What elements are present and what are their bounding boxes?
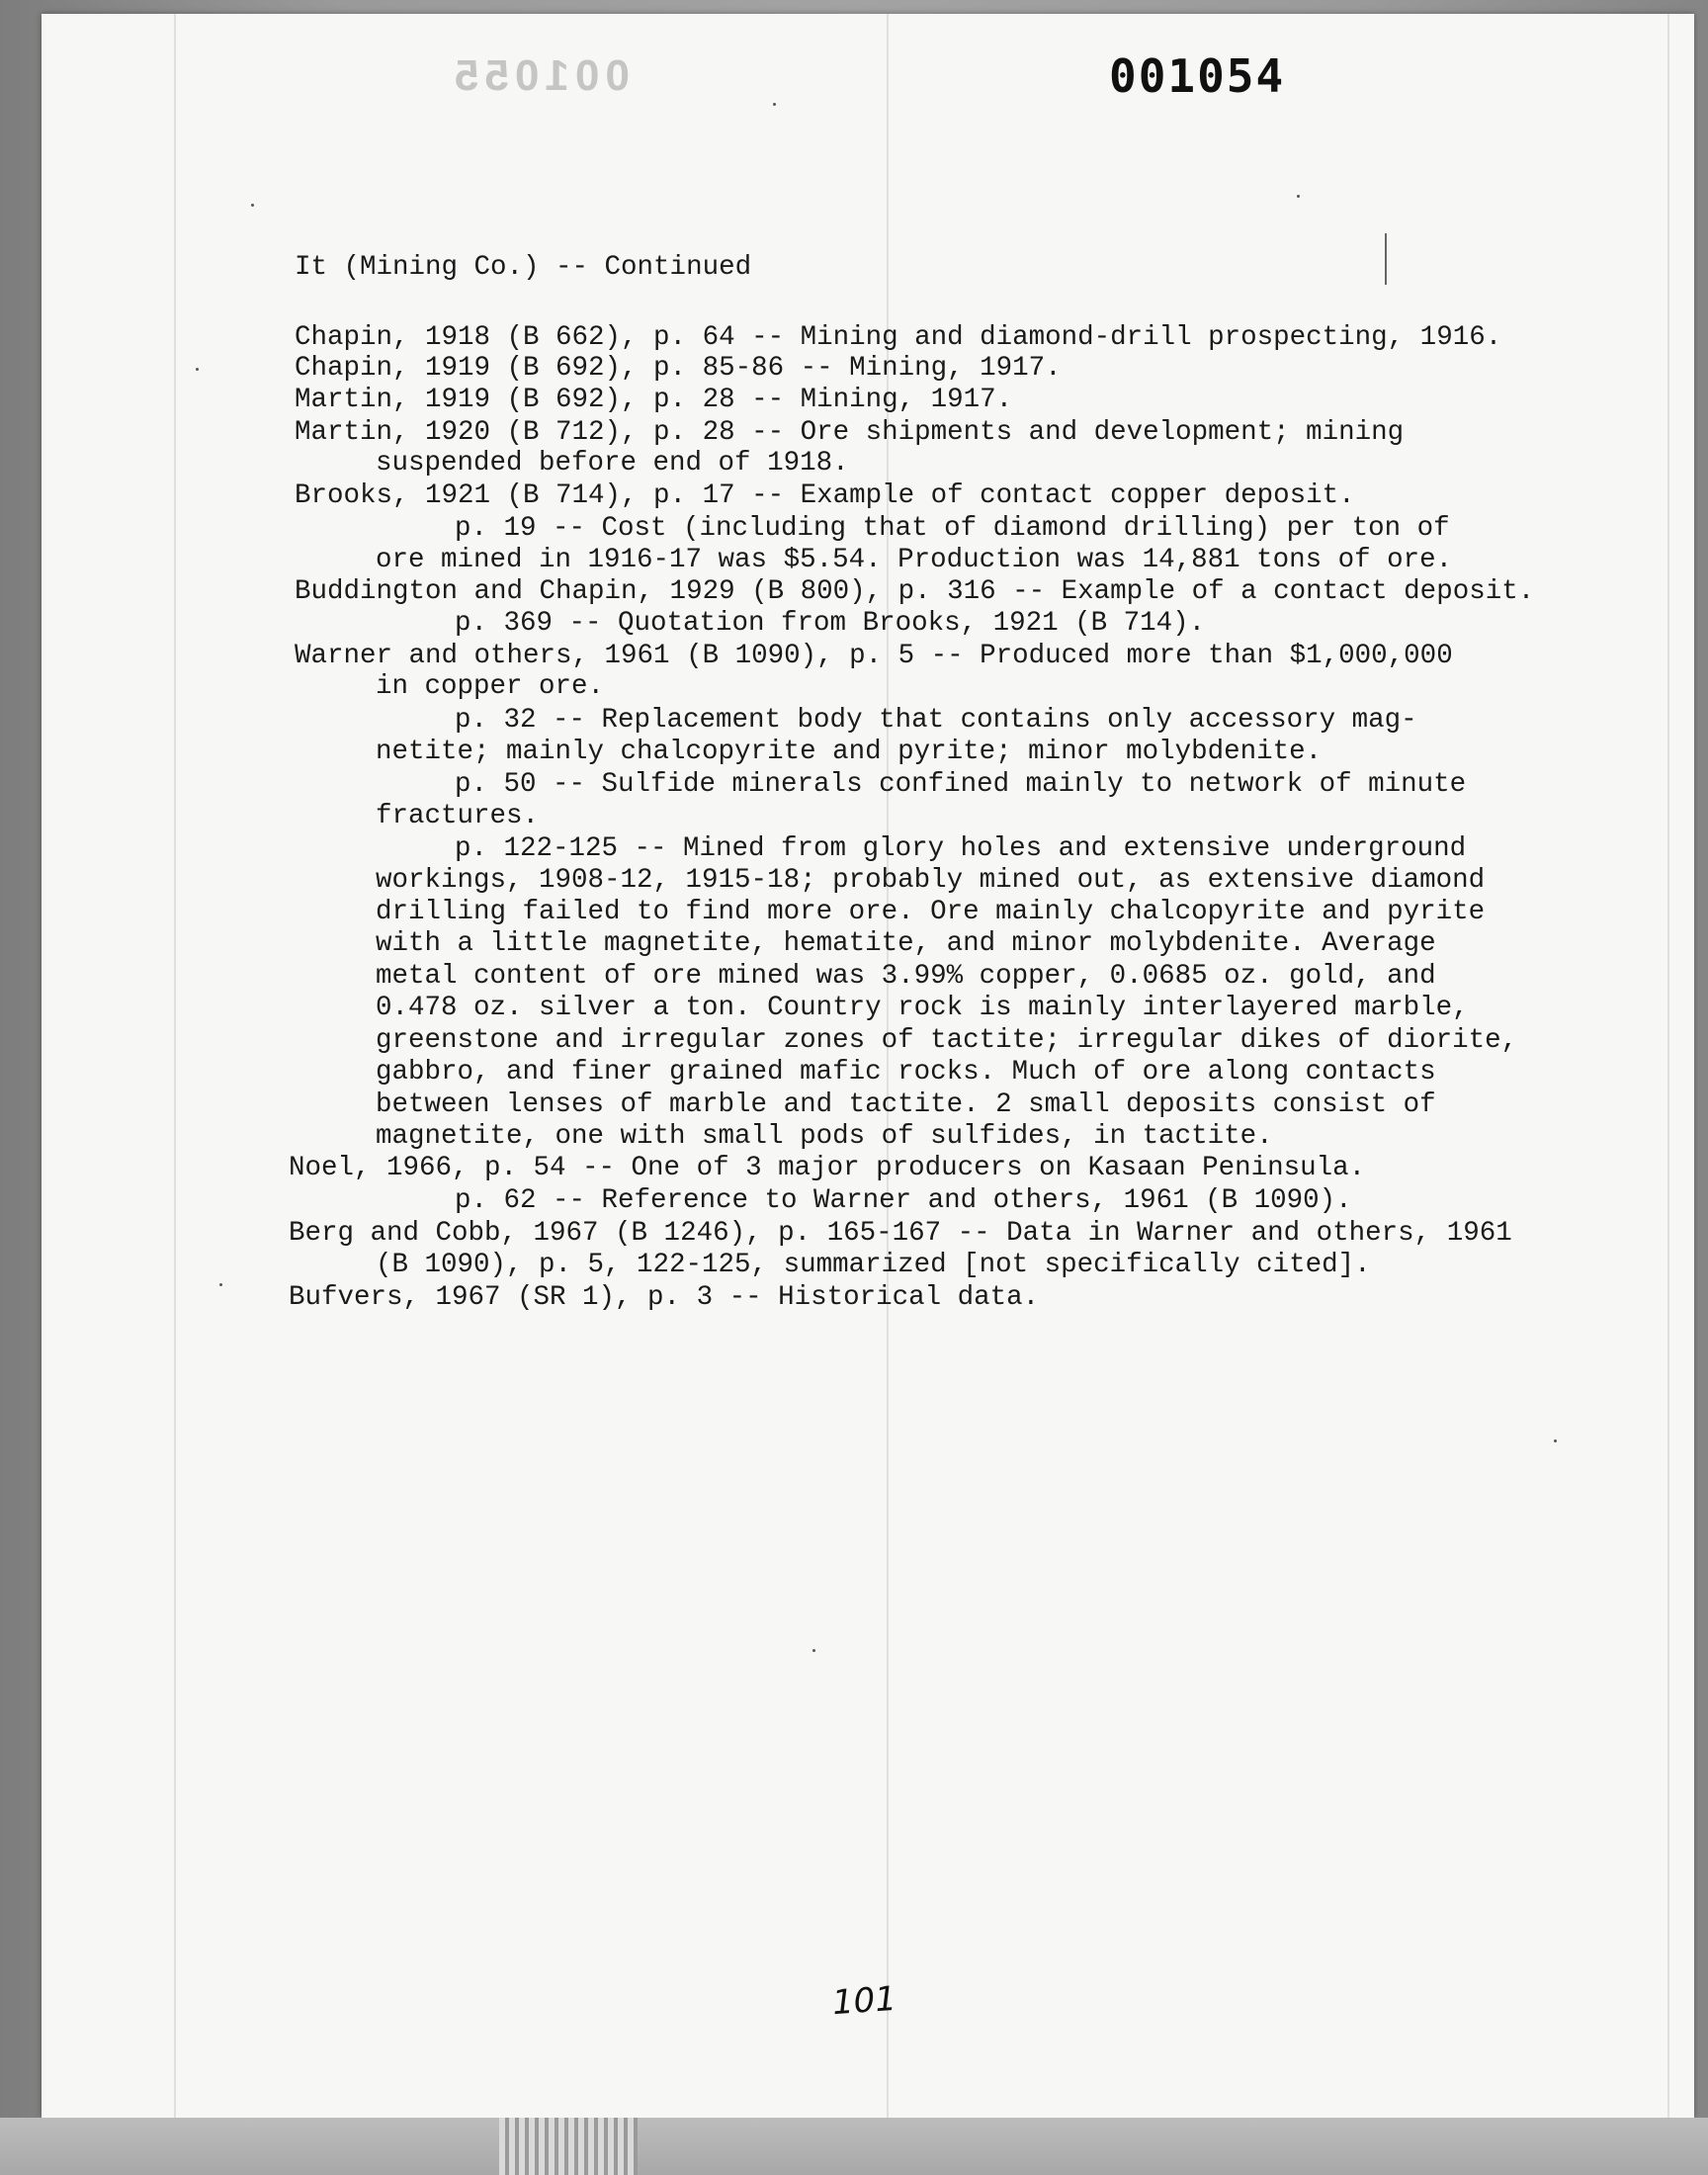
citation-continuation: suspended before end of 1918. xyxy=(376,448,849,478)
citation-continuation: metal content of ore mined was 3.99% copper, 0.0685 oz. gold, and xyxy=(376,961,1436,992)
scan-speck xyxy=(773,103,776,106)
citation-subentry: p. 19 -- Cost (including that of diamond drilling) per ton of xyxy=(455,513,1450,544)
citation-line: Bufvers, 1967 (SR 1), p. 3 -- Historical data. xyxy=(289,1282,1040,1313)
scanner-edge xyxy=(0,2118,1708,2175)
scan-speck xyxy=(219,1283,222,1286)
citation-subentry: p. 369 -- Quotation from Brooks, 1921 (B 714). xyxy=(455,608,1206,639)
scanner-artifact xyxy=(499,2118,638,2175)
citation-line: Noel, 1966, p. 54 -- One of 3 major producers on Kasaan Peninsula. xyxy=(289,1153,1366,1183)
citation-continuation: drilling failed to find more ore. Ore mainly chalcopyrite and pyrite xyxy=(376,897,1486,927)
scan-speck xyxy=(1554,1439,1557,1442)
citation-continuation: in copper ore. xyxy=(376,671,605,702)
citation-continuation: workings, 1908-12, 1915-18; probably mined out, as extensive diamond xyxy=(376,865,1486,896)
citation-subentry: p. 32 -- Replacement body that contains only accessory mag- xyxy=(455,705,1417,736)
citation-line: Chapin, 1918 (B 662), p. 64 -- Mining and diamond-drill prospecting, 1916. xyxy=(295,322,1502,353)
citation-line: Martin, 1919 (B 692), p. 28 -- Mining, 1917. xyxy=(295,385,1013,415)
citation-subentry: p. 122-125 -- Mined from glory holes and extensive underground xyxy=(455,833,1467,864)
citation-continuation: with a little magnetite, hematite, and minor molybdenite. Average xyxy=(376,928,1436,959)
citation-line: Buddington and Chapin, 1929 (B 800), p. 316 -- Example of a contact deposit. xyxy=(295,576,1535,607)
scan-speck xyxy=(1297,195,1300,198)
citation-continuation: ore mined in 1916-17 was $5.54. Production was 14,881 tons of ore. xyxy=(376,545,1453,575)
citation-continuation: 0.478 oz. silver a ton. Country rock is mainly interlayered marble, xyxy=(376,993,1469,1023)
citation-line: Warner and others, 1961 (B 1090), p. 5 -- Produced more than $1,000,000 xyxy=(295,641,1453,671)
scan-speck xyxy=(251,204,254,207)
citation-line: Berg and Cobb, 1967 (B 1246), p. 165-167 -- Data in Warner and others, 1961 xyxy=(289,1218,1512,1249)
citation-subentry: p. 62 -- Reference to Warner and others, 1961 (B 1090). xyxy=(455,1185,1352,1216)
citation-continuation: magnetite, one with small pods of sulfides, in tactite. xyxy=(376,1121,1273,1152)
citation-subentry: p. 50 -- Sulfide minerals confined mainly to network of minute xyxy=(455,769,1467,800)
citation-continuation: fractures. xyxy=(376,801,540,831)
citation-line: Chapin, 1919 (B 692), p. 85-86 -- Mining, 1917. xyxy=(295,353,1062,384)
citation-continuation: (B 1090), p. 5, 122-125, summarized [not specifically cited]. xyxy=(376,1250,1371,1280)
citation-line: Martin, 1920 (B 712), p. 28 -- Ore shipments and development; mining xyxy=(295,417,1405,448)
handwritten-page-number: 101 xyxy=(830,1978,898,2024)
citation-continuation: gabbro, and finer grained mafic rocks. Much of ore along contacts xyxy=(376,1057,1436,1088)
document-body xyxy=(42,14,1694,2118)
scan-speck xyxy=(812,1649,815,1652)
citation-line: Brooks, 1921 (B 714), p. 17 -- Example of contact copper deposit. xyxy=(295,480,1355,511)
bleed-through-number: 001055 xyxy=(449,51,630,100)
section-heading: It (Mining Co.) -- Continued xyxy=(295,252,752,283)
document-page xyxy=(42,14,1694,2118)
citation-continuation: greenstone and irregular zones of tactite; irregular dikes of diorite, xyxy=(376,1025,1518,1056)
scan-speck xyxy=(196,368,199,371)
citation-continuation: between lenses of marble and tactite. 2 small deposits consist of xyxy=(376,1089,1436,1120)
document-number: 001054 xyxy=(1109,49,1286,103)
scan-mark xyxy=(1385,233,1387,285)
citation-continuation: netite; mainly chalcopyrite and pyrite; minor molybdenite. xyxy=(376,737,1323,767)
